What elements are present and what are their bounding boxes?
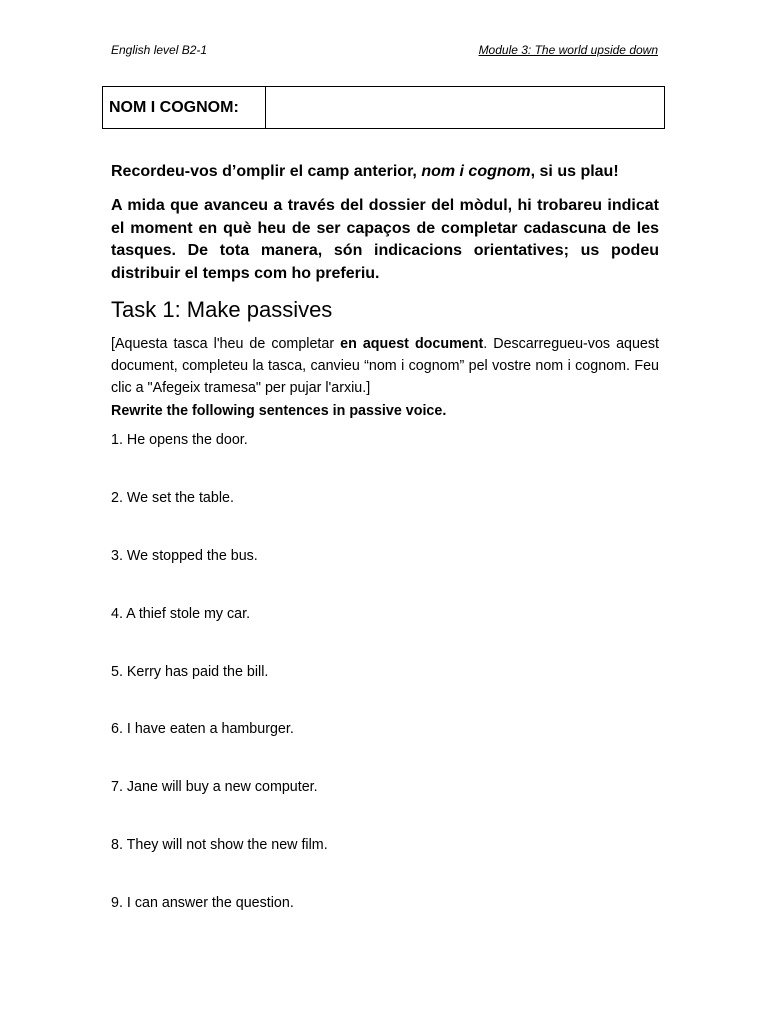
exercise-sentence: 1. He opens the door. (111, 432, 248, 448)
exercise-sentence: 4. A thief stole my car. (111, 606, 251, 622)
reminder-text-start: Recordeu-vos d’omplir el camp anterior, (111, 163, 422, 180)
exercise-sentence: 5. Kerry has paid the bill. (111, 664, 269, 680)
task-note-bold: en aquest document (340, 336, 484, 352)
name-label: NOM I COGNOM: (103, 87, 266, 128)
exercise-sentence: 6. I have eaten a hamburger. (111, 721, 294, 737)
task-note (111, 333, 659, 399)
exercise-sentence: 7. Jane will buy a new computer. (111, 779, 318, 795)
task-note-start: [Aquesta tasca l'heu de completar (111, 336, 341, 352)
reminder-emphasis: nom i cognom (421, 163, 531, 180)
exercise-sentence: 3. We stopped the bus. (111, 548, 258, 564)
intro-paragraph: A mida que avanceu a través del dossier del mòdul, hi trobareu indicat el moment en què heu de ser capaços de completar cadascuna de les tasques. De tota manera, són indicacions orientatives; us podeu distribuir el temps com ho preferiu. (111, 197, 659, 282)
task-title: Task 1: Make passives (111, 297, 333, 322)
fill-name-reminder (111, 161, 659, 182)
exercise-sentence: 2. We set the table. (111, 490, 234, 506)
reminder-text-end: , si us plau! (530, 163, 619, 180)
task-instruction: Rewrite the following sentences in passive voice. (111, 403, 447, 419)
exercise-sentence: 8. They will not show the new film. (111, 837, 328, 853)
header-course-level: English level B2-1 (111, 43, 208, 57)
exercise-sentence: 9. I can answer the question. (111, 895, 294, 911)
name-input-cell[interactable] (266, 87, 664, 128)
header-module-title: Module 3: The world upside down (478, 43, 658, 57)
task-note-end: . Descarregueu-vos aquest document, completeu la tasca, canvieu “nom i cognom” pel vostre nom i cognom. Feu clic a "Afegeix tramesa" per pujar l'arxiu.] (111, 336, 659, 396)
name-table (102, 86, 665, 129)
